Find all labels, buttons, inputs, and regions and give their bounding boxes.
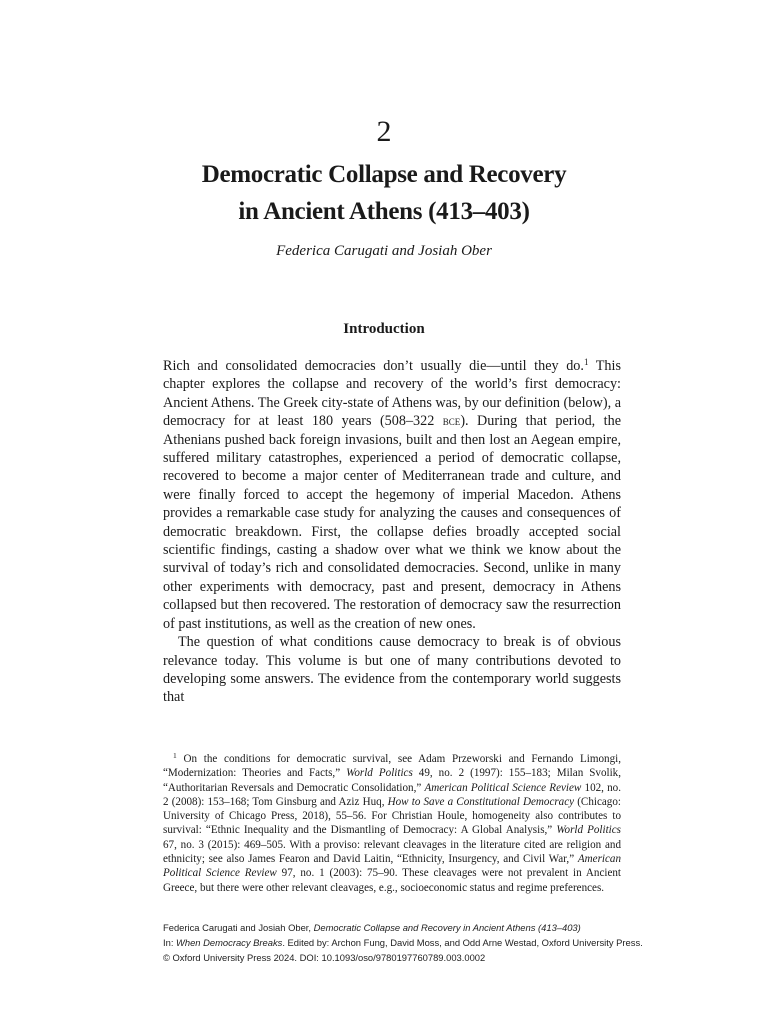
citation-footer <box>163 920 683 965</box>
chapter-number: 2 <box>376 115 392 148</box>
citation-prefix: In: <box>163 937 177 948</box>
chapter-title <box>0 156 768 230</box>
chapter-title-line-2: in Ancient Athens (413–403) <box>238 198 530 225</box>
citation-chapter-title: Democratic Collapse and Recovery in Ancient Athens (413–403) <box>313 922 581 933</box>
chapter-authors: Federica Carugati and Josiah Ober <box>276 243 492 259</box>
paragraph-1 <box>163 357 621 633</box>
chapter-title-line-1: Democratic Collapse and Recovery <box>201 161 567 188</box>
footnote-journal-title: American Political Science Review <box>424 781 582 794</box>
footnote-text: 102, no. 2 (2008): 153–168; Tom Ginsburg and Aziz Huq, <box>163 781 621 808</box>
footnote-journal-title: World Politics <box>346 767 413 780</box>
paragraph-2: The question of what conditions cause democracy to break is of obvious relevance today. This volume is but one of many contributions devoted to developing some answers. The evidence from the contemporary world suggests that <box>163 634 621 706</box>
footnote-text: 49, no. 2 (1997): 155–183; Milan Svolik, “Authoritarian Reversals and Democratic Consolidation,” <box>163 767 622 794</box>
citation-line-3: © Oxford University Press 2024. DOI: 10.1093/oso/9780197760789.003.0002 <box>163 952 486 963</box>
citation-line-2 <box>163 935 683 950</box>
paragraph-1-middle: This chapter explores the collapse and recovery of the world’s first democracy: Ancient Athens. The Greek city-state of Athens was, by our definition (below), a democracy for at least 180 years (508–322 <box>163 358 621 430</box>
citation-line-1 <box>163 920 683 935</box>
footnote-text: 67, no. 3 (2015): 469–505. With a proviso: relevant cleavages in the literature cited are religion and ethnicity; see also James Fearon and David Laitin, “Ethnicity, Insurgency, and Civil War,” <box>163 838 621 866</box>
footnote-reference[interactable]: 1 <box>583 357 589 367</box>
footnote-marker: 1 <box>173 751 177 760</box>
body-text <box>163 357 621 707</box>
footnote-journal-title: American Political Science Review <box>163 853 621 880</box>
footnote-text: (Chicago: University of Chicago Press, 2018), 55–56. For Christian Houle, homogeneity also contributes to survival: “Ethnic Inequality and the Dismantling of Democracy: A Global Analysis,” <box>163 795 621 837</box>
citation-editors: . Edited by: Archon Fung, David Moss, and Odd Arne Westad, Oxford University Press. <box>282 937 643 948</box>
footnote-1 <box>163 752 621 895</box>
footnote-book-title: How to Save a Constitutional Democracy <box>387 795 575 808</box>
footnote-text: 97, no. 1 (2003): 75–90. These cleavages were not prevalent in Ancient Greece, but there were other relevant cleavages, e.g., socioeconomic status and regime preferences. <box>163 867 622 894</box>
citation-book-title: When Democracy Breaks <box>176 937 283 948</box>
bce-abbreviation: bce <box>442 414 461 429</box>
paragraph-1-start: Rich and consolidated democracies don’t usually die—until they do. <box>163 358 584 374</box>
citation-authors: Federica Carugati and Josiah Ober, <box>163 922 314 933</box>
footnote-journal-title: World Politics <box>556 824 621 837</box>
paragraph-1-end: ). During that period, the Athenians pushed back foreign invasions, built and then lost an Aegean empire, suffered military catastrophes, experienced a period of democratic collapse, recovered to become a major center of Mediterranean trade and culture, and were finally forced to accept the hegemony of imperial Macedon. Athens provides a remarkable case study for analyzing the causes and consequences of democratic breakdown. First, the collapse defies broadly accepted social scientific findings, casting a shadow over what we think we know about the survival of today’s rich and consolidated democracies. Second, unlike in many other experiments with democracy, past and present, democracy in Athens collapsed but then recovered. The restoration of democracy saw the resurrection of past institutions, as well as the creation of new ones. <box>163 413 621 632</box>
section-heading: Introduction <box>343 321 425 337</box>
footnote-text: On the conditions for democratic survival, see Adam Przeworski and Fernando Limongi, “Modernization: Theories and Facts,” <box>163 753 621 780</box>
